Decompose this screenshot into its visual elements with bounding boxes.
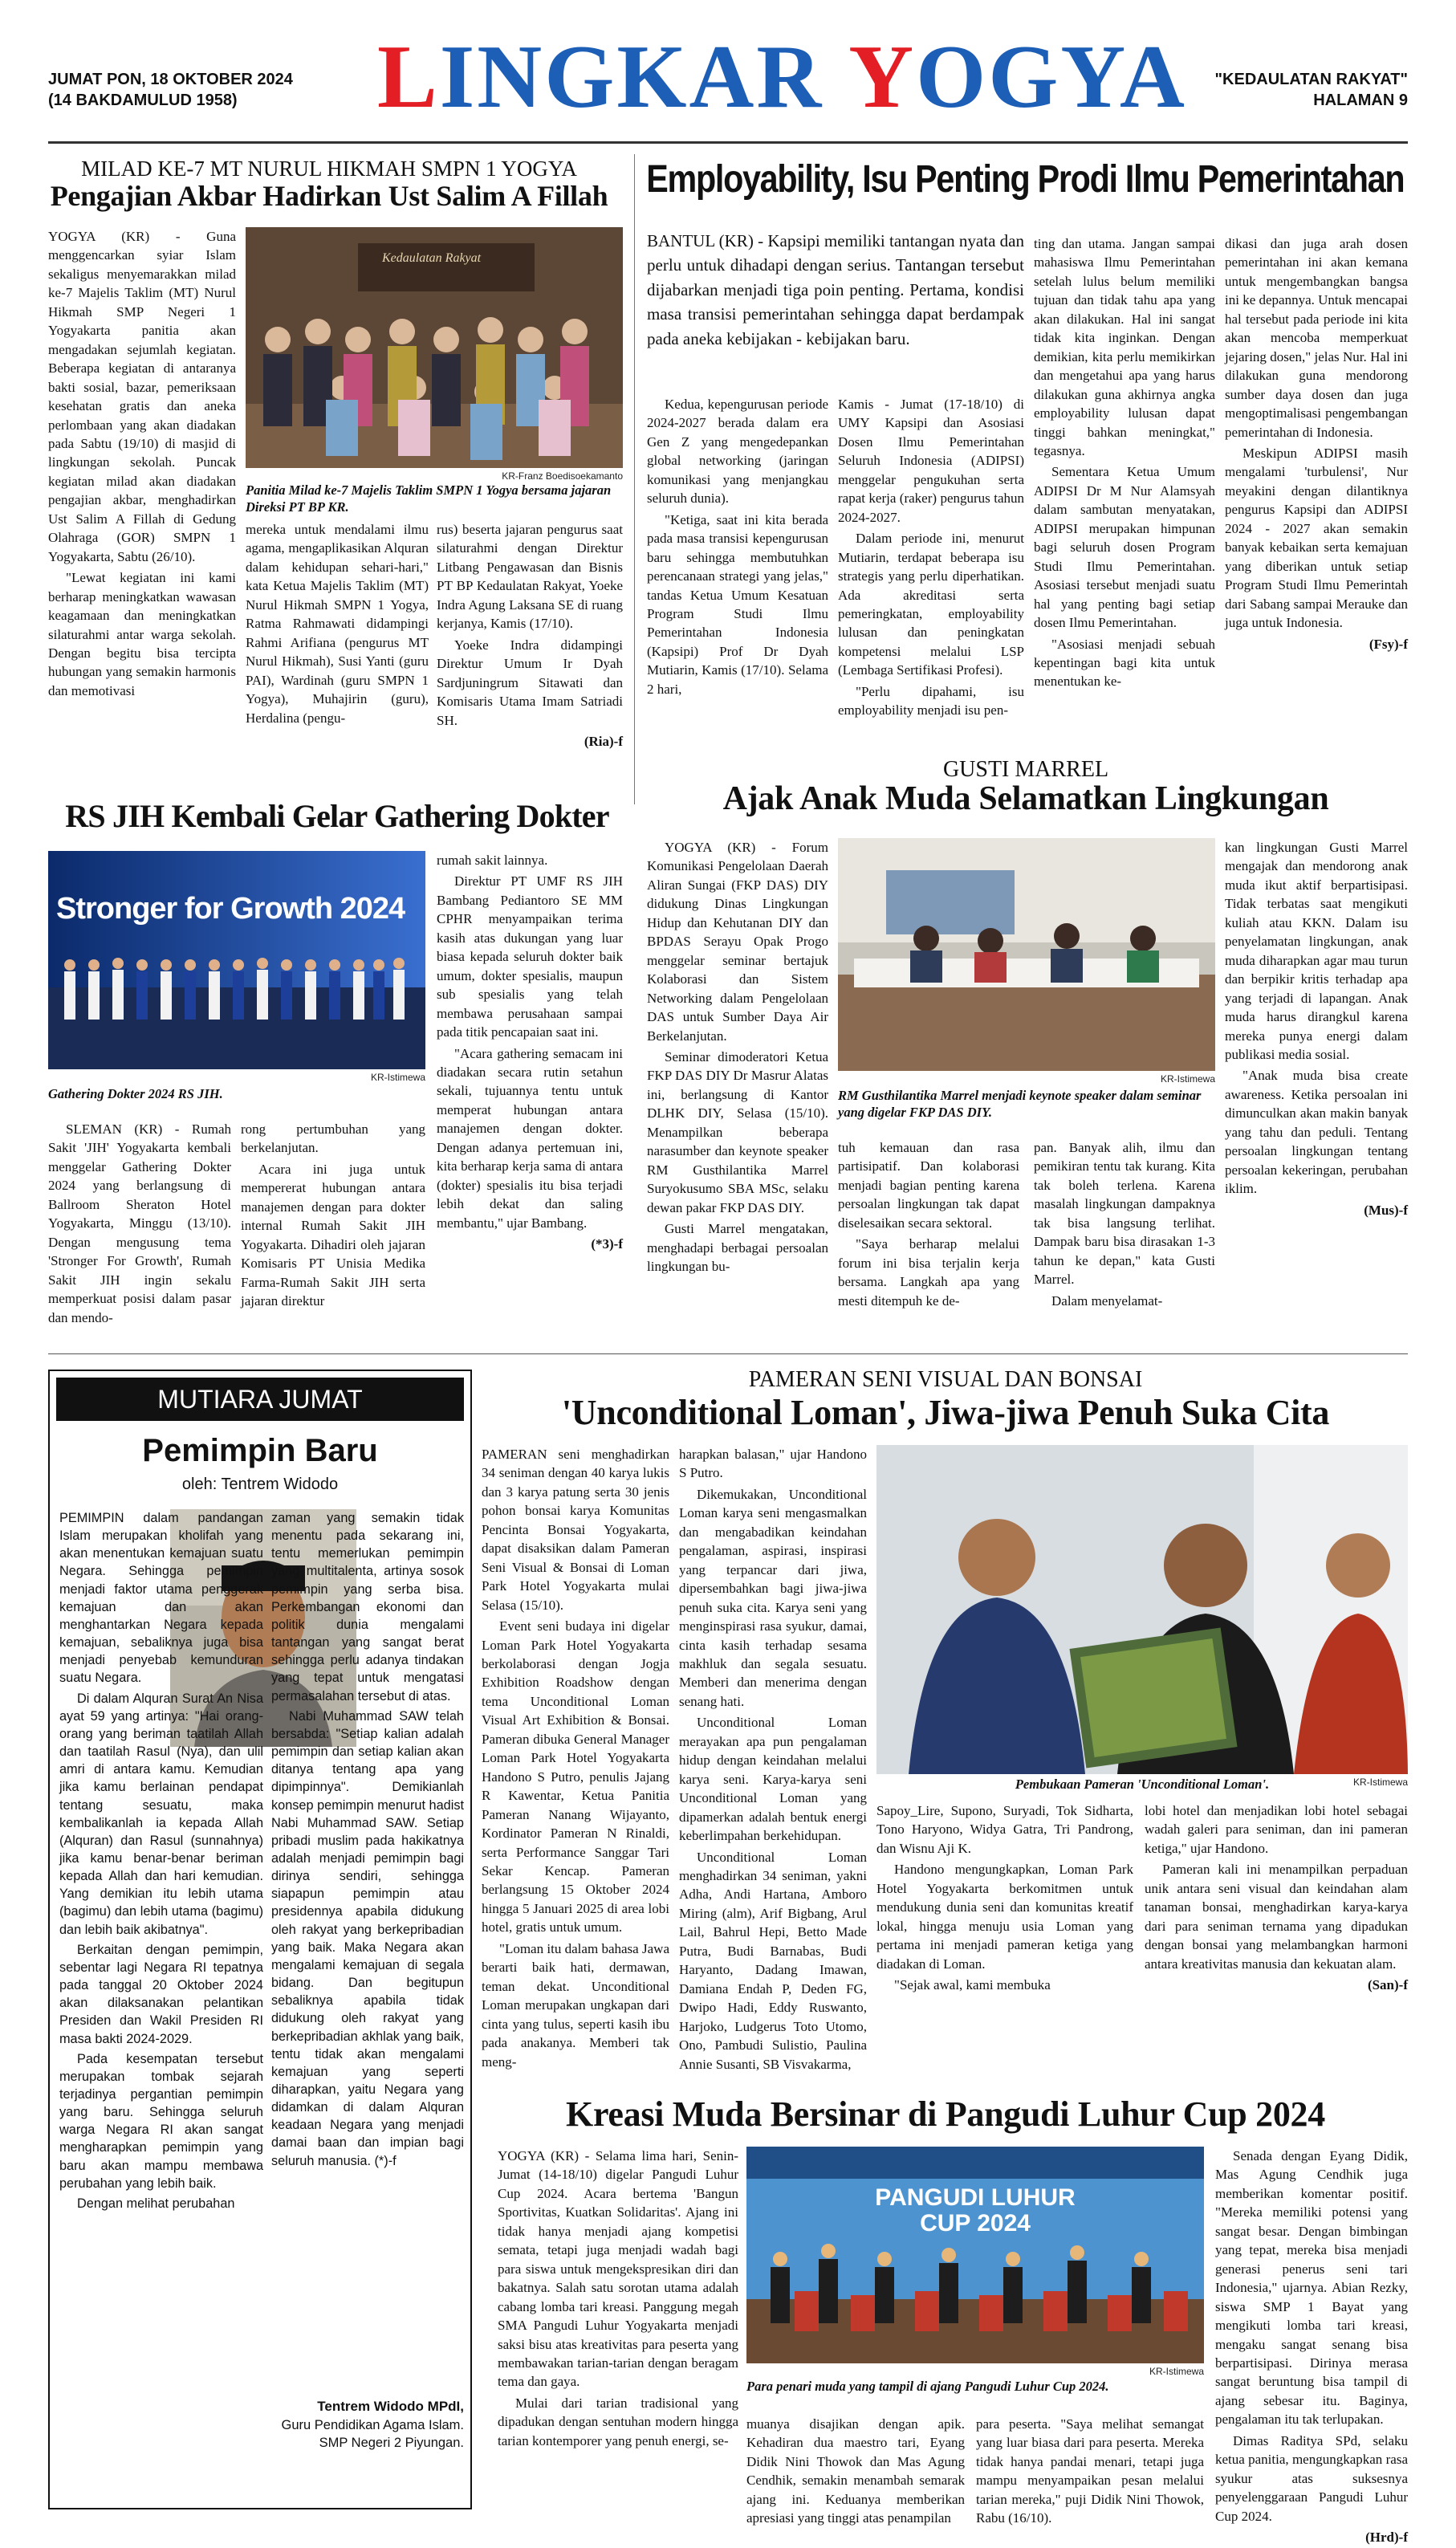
a3-photo-caption: Gathering Dokter 2024 RS JIH.: [48, 1086, 223, 1101]
newspaper-name: "KEDAULATAN RAKYAT": [1214, 71, 1408, 88]
a4-col4-p2: "Anak muda bisa create awareness. Ketika persoalan ini dimunculkan akan makin banyak yang tahu dan peduli. Tentang persoalan lingkungan tentang persoalan kekeringan, perubahan iklim.: [1225, 1068, 1408, 1197]
a5-left-p1: PEMIMPIN dalam pandangan Islam merupakan kholifah yang akan menentukan kemajuan suatu Negara. Sehingga pemimpin menjadi faktor utama penggerak kemajuan dan akan menghantarkan Negara kepada kemajuan, sebaliknya juga bisa menjadi penyebab kemunduran suatu Negara.: [59, 1511, 263, 1686]
a7-photo-credit: KR-Istimewa: [1149, 2366, 1204, 2377]
brand-letter: Y: [848, 27, 917, 127]
a6-col2: [679, 1445, 867, 2076]
section-rule: [48, 1353, 1408, 1354]
a6-col1-p1: PAMERAN seni menghadirkan 34 seniman dengan 40 karya lukis dan 3 karya patung serta 30 jenis pohon bonsai karya Komunitas Pencinta Bonsai Yogyakarta, dapat disaksikan dalam Pameran Seni Visual & Bonsai di Loman Park Hotel Yogyakarta mulai Selasa (15/10).: [482, 1447, 669, 1613]
a7-photo-banner: PANGUDI LUHUR CUP 2024: [875, 2184, 1076, 2237]
a6-photo-caption: Pembukaan Pameran 'Unconditional Loman'.: [1015, 1777, 1270, 1792]
masthead: [0, 0, 1456, 144]
a2-title: Employability, Isu Penting Prodi Ilmu Pemerintahan: [646, 158, 1405, 201]
a4-col3-p1: pan. Banyak alih, ilmu dan pemikiran tentu tak kurang. Kita tak boleh terlena. Karena masalah lingkungan dampaknya tak bisa langsung terlihat. Dampak baru bisa dirasakan 1-3 tahun ke depan," kata Gusti Marrel.: [1034, 1140, 1215, 1288]
a6-title: 'Unconditional Loman', Jiwa-jiwa Penuh Suka Cita: [561, 1393, 1330, 1432]
a4-col1-p1: YOGYA (KR) - Forum Komunikasi Pengelolaan Daerah Aliran Sungai (FKP DAS) DIY didukung Dinas Lingkungan Hidup dan Kehutanan DIY dan BPDAS Serayu Opak Progo menggelar seminar bertajuk Kolaborasi dan Sistem Networking dalam Pengelolaan DAS untuk Sumber Daya Air Berkelanjutan.: [647, 840, 828, 1044]
a5-title: Pemimpin Baru: [142, 1433, 378, 1468]
a3-col3-p2: Direktur PT UMF RS JIH Bambang Pediantoro SE MM CPHR menyampaikan terima kasih atas dukungan yang luar biasa kepada seluruh dokter baik umum, dokter spesialis, maupun sub spesialis yang telah membawa perusahaan sampai pada titik pencapaian saat ini.: [437, 873, 623, 1040]
a2-signature: (Fsy)-f: [1369, 636, 1408, 652]
a4-col2-p2: "Saya berharap melalui forum ini bisa terjalin kerja bersama. Langkah apa yang mesti ditempuh ke de-: [838, 1236, 1019, 1309]
a5-right-p2: Nabi Muhammad SAW telah bersabda: "Setiap kalian adalah pemimpin dan setiap kalian akan ditanya tentang apa yang dipimpinnya". Demikianlah konsep pemimpin menurut hadist Nabi Muhammad SAW. Setiap pribadi muslim pada hakikatnya adalah menjadi pemimpin bagi dirinya sendiri, sehingga siapapun pemimpin atau presidennya apabila didukung oleh rakyat yang berkepribadian yang baik. Maka Negara akan mengalami kemajuan di segala bidang. Dan begitupun sebaliknya apabila tidak didukung oleh rakyat yang berkepribadian akhlak yang baik, tentu tidak akan mengalami kemajuan yang seperti diharapkan, yaitu Negara yang didamkan di dalam Alquran keadaan Negara yang menjadi damai baan dan impian bagi seluruh manusia. (*)-f: [271, 1708, 464, 2168]
a7-col3-p1: para peserta. "Saya melihat semangat yang luar biasa dari para peserta. Mereka tidak hanya pandai menari, tetapi juga mampu menyampaikan pesan melalui tarian mereka," puji Didik Nini Thowok, Rabu (16/10).: [976, 2416, 1204, 2526]
masthead-rule: [48, 141, 1408, 144]
a7-photo-caption: Para penari muda yang tampil di ajang Pangudi Luhur Cup 2024.: [746, 2379, 1109, 2394]
brand-letter: A: [689, 27, 757, 127]
a3-col3-p3: "Acara gathering semacam ini diadakan secara rutin setahun sekali, tujuannya tentu untuk memperat hubungan antara manajemen dengan dokter. Dengan adanya pertemuan ini, kita berharap kerja sama di antara (dokter) spesialis itu bisa terjadi lebih dekat dan saling membantu," ujar Bambang.: [437, 1045, 623, 1231]
a3-photo-banner: Stronger for Growth 2024: [56, 892, 405, 926]
a1-col1-p2: "Lewat kegiatan ini kami berharap meningkatkan wawasan keagamaan dan meningkatkan silaturahmi antar warga sekolah. Dengan begitu bisa tercipta hubungan yang semakin harmonis dan memotivasi: [48, 570, 236, 698]
a6-col1-p2: Event seni budaya ini digelar Loman Park Hotel Yogyakarta berkolaborasi dengan Jogja Exhibition Roadshow dengan tema Unconditional Loman Visual Art Exhibition & Bonsai. Pameran dibuka General Manager Loman Park Hotel Yogyakarta Handono S Putro, penulis Jajang R Kawentar, Ketua Panitia Pameran Nanang Wijayanto, Kordinator Pameran N Rinaldi, serta Performance Sanggar Tari Sekar Kencap. Pameran berlangsung 15 Oktober 2024 hingga 5 Januari 2025 di area lobi hotel, gratis untuk umum.: [482, 1618, 669, 1935]
a1-col3-p1: rus) beserta jajaran pengurus saat silaturahmi dengan Direktur Litbang Pengawasan dan Bisnis PT BP Kedaulatan Rakyat, Yoeke Indra Agung Laksana SE di ruang kerjanya, Kamis (17/10).: [437, 522, 623, 632]
a4-col4: [1225, 838, 1408, 1222]
a7-col2: [746, 2415, 965, 2530]
a2-col2: [838, 395, 1024, 722]
brand-letter: R: [756, 27, 824, 127]
a4-signature: (Mus)-f: [1364, 1202, 1408, 1218]
a5-left-p2: Di dalam Alquran Surat An Nisa ayat 59 yang artinya: "Hai orang-orang yang beriman taatilah Allah dan taatilah Rasul (Nya), dan ulil amri di antara kamu. Kemudian jika kamu berlainan pendapat tentang sesuatu, maka kembalikanlah ia kepada Allah (Alquran) dan Rasul (sunnahnya) jika kamu benar-benar beriman kepada Allah dan hari kemudian. Yang demikian itu lebih utama (bagimu) dan lebih utama (bagimu) dan lebih baik akibatnya".: [59, 1691, 263, 1937]
a2-lead-text: BANTUL (KR) - Kapsipi memiliki tantangan nyata dan perlu untuk dihadapi dengan serius. Tantangan tersebut dijabarkan menjadi tiga poin penting. Pertama, kondisi masa transisi pemerintahan sehingga dapat berdampak pada aneka kebijakan - kebijakan baru.: [647, 231, 1024, 348]
a1-col1-p1: YOGYA (KR) - Guna menggencarkan syiar Islam sekaligus menyemarakkan milad ke-7 Majelis Taklim (MT) Nurul Hikmah SMP Negeri 1 Yogyakarta panitia akan mengadakan sejumlah kegiatan. Beberapa kegiatan di antaranya bakti sosial, bazar, pemeriksaan kesehatan gratis dan aneka perlombaan yang akan diadakan pada Sabtu (19/10) di masjid di lingkungan sekolah. Puncak kegiatan milad akan diadakan pengajian akbar, menghadirkan Ust Salim A Fillah di Gedung Olahraga (GOR) SMPN 1 Yogyakarta, Sabtu (26/10).: [48, 229, 236, 564]
edition-date: JUMAT PON, 18 OKTOBER 2024: [48, 71, 293, 88]
a6-col1: [482, 1445, 669, 2074]
a2-col4: [1225, 234, 1408, 656]
a2-col4-p2: Meskipun ADIPSI masih mengalami 'turbulensi', Nur meyakini dengan dilantiknya pengurus Kapsipi dan ADIPSI 2024 - 2027 akan semakin banyak kebaikan serta kemajuan yang diberikan untuk setiap Program Studi Ilmu Pemerintah dari Sabang sampai Merauke dan juga untuk Indonesia.: [1225, 445, 1408, 631]
a4-kicker: GUSTI MARREL: [942, 757, 1109, 782]
a3-title: RS JIH Kembali Gelar Gathering Dokter: [65, 798, 609, 834]
a7-col4-p2: Dimas Raditya SPd, selaku ketua panitia, mengungkapkan rasa syukur atas suksesnya penyelenggaraan Pangudi Luhur Cup 2024.: [1215, 2432, 1408, 2524]
a7-col1-p2: Mulai dari tarian tradisional yang dipadukan dengan sentuhan modern hingga tarian kontemporer yang penuh energi, se-: [498, 2395, 738, 2448]
exhibition-photo-image: [876, 1445, 1408, 1774]
a4-col3-p2: Dalam menyelamat-: [1051, 1292, 1163, 1309]
a5-left-p4: Pada kesempatan tersebut merupakan tombak sejarah terjadinya pergantian pemimpin yang baru. Sehingga seluruh warga Negara RI akan sangat mengharapkan pemimpin yang baru akan mampu membawa perubahan yang lebih baik.: [59, 2051, 263, 2191]
a2-col4-p1: dikasi dan juga arah dosen pemerintahan ini akan kemana untuk mengembangkan bangsa ini ke depannya. Untuk mencapai hal tersebut pada periode ini kita akan mencoba memperkuat jejaring dosen," jelas Nur. Hal ini dilakukan guna mendorong sumber daya dosen dan juga mengoptimalisasi pengembangan pemerintahan di Indonesia.: [1225, 236, 1409, 440]
a6-col2-p3: Unconditional Loman merayakan apa pun pengalaman hidup dengan keindahan melalui karya seni. Karya-karya seni Unconditional Loman yang dipamerkan adalah bentuk energi keberlimpahan berkehidupan.: [679, 1715, 867, 1844]
a1-col2-p1: mereka untuk mendalami ilmu agama, mengaplikasikan Alquran dalam kehidupan sehari-hari," kata Ketua Majelis Taklim (MT) Nurul Hikmah SMPN 1 Yogya, Ratma Rahmawati didampingi Rahmi Arifiana (pengurus MT Nurul Hikmah), Susi Yanti (guru PAI), Wardinah (guru SMPN 1 Yogya), Muhajirin (guru), Herdalina (pengu-: [246, 522, 429, 726]
brand-letter: N: [477, 27, 545, 127]
a6-col3-p1: Sapoy_Lire, Supono, Suryadi, Tok Sidharta, Tono Haryono, Widya Gatra, Tri Pandrong, dan Wisnu Aji K.: [876, 1803, 1133, 1856]
page-number: HALAMAN 9: [1313, 92, 1408, 109]
a1-photo-banner: Kedaulatan Rakyat: [382, 251, 482, 265]
a3-photo: [48, 851, 425, 1069]
brand-letter: O: [916, 27, 989, 127]
a4-col2: [838, 1138, 1019, 1313]
a7-col1-p1: YOGYA (KR) - Selama lima hari, Senin-Jumat (14-18/10) digelar Pangudi Luhur Cup 2024. Acara bertema 'Bangun Sportivitas, Kuatkan Solidaritas'. Ajang ini tidak hanya menjadi ajang kompetisi semata, tetapi juga menjadi wadah bagi para siswa untuk mengekspresikan diri dan bakatnya. Salah satu sorotan utama adalah cabang lomba tari kreasi. Panggung megah SMA Pangudi Luhur Yogyakarta menjadi saksi bisu atas kreativitas para peserta yang membawakan tarian-tarian dengan beragam tema dan gaya.: [498, 2148, 738, 2390]
hijri-date: (14 BAKDAMULUD 1958): [48, 92, 238, 109]
a7-col4-p1: Senada dengan Eyang Didik, Mas Agung Cendhik juga memberikan komentar positif. "Mereka memiliki potensi yang sangat besar. Dengan bimbingan yang tepat, mereka bisa menjadi generasi penerus seni tari Indonesia," ujarnya. Abian Rezky, siswa SMP 1 Bayat yang mengikuti lomba tari kreasi, mengaku sangat senang bisa berpartisipasi. Dirinya merasa sangat beruntung bisa tampil di ajang sebesar itu. Baginya, pengalaman itu tak terlupakan.: [1215, 2148, 1408, 2428]
a6-col2-p1: harapkan balasan," ujar Handono S Putro.: [679, 1447, 867, 1481]
a7-signature: (Hrd)-f: [1365, 2530, 1408, 2546]
a3-photo-credit: KR-Istimewa: [370, 1072, 425, 1083]
a6-col4-p1: lobi hotel dan menjadikan lobi hotel sebagai wadah galeri para seniman, dan ini pameran ketiga," ujar Handono.: [1145, 1803, 1408, 1856]
a3-col3: [437, 851, 623, 1256]
a5-right-p1: zaman yang semakin tidak menentu pada sekarang ini, tentu memerlukan pemimpin yang multitalenta, artinya sosok pemimpin yang serba bisa. Perkembangan ekonomi dan politik dunia mengalami tantangan yang sangat berat sehingga perlu adanya tindakan yang tepat untuk mengatasi permasalahan tersebut di atas.: [271, 1511, 464, 1703]
a6-kicker: PAMERAN SENI VISUAL DAN BONSAI: [748, 1367, 1143, 1392]
a1-col3-p2: Yoeke Indra didampingi Direktur Umum Ir Dyah Sardjuningrum Sitawati dan Komisaris Utama Imam Satriadi SH.: [437, 637, 623, 728]
brand-letter: I: [439, 27, 478, 127]
a6-photo: [876, 1445, 1408, 1774]
a7-col2-p1: muanya disajikan dengan apik. Kehadiran dua maestro tari, Eyang Didik Nini Thowok dan Mas Agung Cendhik, semakin menambah semarak ajang ini. Keduanya memberikan apresiasi yang tinggi atas penampilan: [746, 2416, 965, 2526]
a4-photo-credit: KR-Istimewa: [1160, 1073, 1215, 1085]
a4-photo: [838, 838, 1215, 1071]
a5-col-right: [271, 1509, 464, 2172]
a2-col2-p2: Dalam periode ini, menurut Mutiarin, terdapat beberapa isu strategis yang perlu diperhatikan. Ada akreditasi serta pemeringkatan, employability lulusan dan peningkatan kompetensi melalui LSP (Lembaga Sertifikasi Profesi).: [838, 531, 1024, 678]
a6-signature: (San)-f: [1367, 1977, 1408, 1993]
a6-col3: [876, 1801, 1133, 1997]
a5-author-role: Guru Pendidikan Agama Islam. SMP Negeri 2 Piyungan.: [281, 2418, 464, 2451]
a4-photo-caption: RM Gusthilantika Marrel menjadi keynote speaker dalam seminar yang digelar FKP DAS DIY.: [838, 1088, 1202, 1121]
a1-title: Pengajian Akbar Hadirkan Ust Salim A Fillah: [50, 180, 608, 212]
a5-col-left: [59, 1509, 263, 2215]
a4-col1-p3: Gusti Marrel mengatakan, menghadapi berbagai persoalan lingkungan bu-: [647, 1221, 828, 1274]
a3-col3-p1: rumah sakit lainnya.: [437, 853, 548, 868]
a1-photo-credit: KR-Franz Boedisoekamanto: [502, 470, 623, 482]
a3-col1-p1: SLEMAN (KR) - Rumah Sakit 'JIH' Yogyakarta kembali menggelar Gathering Dokter 2024 yang berlangsung di Ballroom Sheraton Hotel Yogyakarta, Minggu (13/10). Dengan mengusung tema 'Stronger For Growth', Rumah Sakit JIH ingin sekalu memperkuat posisi dalam pasar dan mendo-: [48, 1121, 231, 1325]
a1-photo-caption: Panitia Milad ke-7 Majelis Taklim SMPN 1 Yogya bersama jajaran Direksi PT BP KR.: [246, 482, 612, 515]
a4-title: Ajak Anak Muda Selamatkan Lingkungan: [722, 780, 1329, 817]
brand-logo: [377, 27, 1187, 127]
a6-col4-p2: Pameran kali ini menampilkan perpaduan unik antara seni visual dan keindahan alam tanaman bonsai, menghadirkan karya-karya dari para seniman ternama yang dipadukan dengan bonsai yang melambangkan harmoni antara kreativitas manusia dan kekuatan alam.: [1145, 1862, 1408, 1972]
a1-col1: [48, 227, 236, 702]
a3-signature: (*3)-f: [591, 1236, 623, 1252]
a2-col3: [1034, 234, 1215, 694]
divider: [634, 154, 635, 804]
brand-letter: A: [1119, 27, 1187, 127]
gathering-photo-image: [48, 851, 425, 1069]
dance-photo-image: [746, 2147, 1204, 2363]
a4-col3: [1034, 1138, 1215, 1313]
a1-col3: [437, 520, 623, 753]
a2-col3-p1: ting dan utama. Jangan sampai mahasiswa Ilmu Pemerintahan setelah lulus belum memiliki tujuan dan tidak tahu apa yang akan dilakukan. Hal ini sangat tidak kita inginkan. Dengan demikian, kita perlu memikirkan dan mengetahui apa yang harus dilakukan guna akhirnya angka employability lulusan dapat tinggi bahkan meningkat," tegasnya.: [1034, 236, 1215, 458]
a7-title: Kreasi Muda Bersinar di Pangudi Luhur Cup 2024: [566, 2094, 1325, 2134]
brand-letter: [824, 27, 848, 127]
a5-box-title: MUTIARA JUMAT: [56, 1378, 464, 1421]
a2-col1-p2: "Ketiga, saat ini kita berada pada masa transisi kepengurusan baru sehingga membutuhkan perencanaan strategi yang jelas," tandas Ketua Umum Kesatuan Program Studi Ilmu Pemerintahan Indonesia (Kapsipi) Prof Dr Dyah Mutiarin, Kamis (17/10). Selama 2 hari,: [647, 511, 828, 697]
a5-author: Tentrem Widodo MPdI,: [317, 2399, 464, 2414]
a6-col4: [1145, 1801, 1408, 1997]
a6-photo-credit: KR-Istimewa: [1352, 1777, 1408, 1788]
brand-letter: G: [988, 27, 1061, 127]
a4-col1-p2: Seminar dimoderatori Ketua FKP DAS DIY Dr Masrur Alatas ini, berlangsung di Kantor DLHK DIY, Selasa (15/10). Menampilkan beberapa narasumber dan keynote speaker RM Gusthilantika Marrel Suryokusumo SBA MSc, selaku dewan pakar FKP DAS DIY.: [647, 1048, 828, 1215]
a7-photo: [746, 2147, 1204, 2363]
a6-col2-p4: Unconditional Loman menghadirkan 34 seniman, yakni Adha, Andi Hartana, Amboro Miring (alm), Arif Bigbang, Arul Lail, Bahrul Hepi, Betto Made Putra, Budi Barnabas, Budi Haryanto, Dadang Imawan, Damiana Endah P, Deden FG, Dwipo Hadi, Eddy Ruswanto, Harjoko, Ludgerus Toto Utomo, Ono, Pambudi Sulistio, Paulina Annie Susanti, SB Visvakarma,: [679, 1849, 867, 2072]
brand-letter: L: [377, 27, 440, 127]
a6-col2-p2: Dikemukakan, Unconditional Loman karya seni mengasmalkan dan mengabadikan keindahan pengalaman, aspirasi, inspirasi yang terpancar dari jiwa, dipersembahkan bagi jiwa-jiwa penuh suka cita. Karya seni yang menginspirasi rasa syukur, damai, cinta kasih terhadap sesama makhluk dan segala sesuatu. Memberi dan menerima dengan senang hati.: [679, 1486, 867, 1709]
a2-col3-p3: "Asosiasi menjadi sebuah kepentingan bagi kita untuk menentukan ke-: [1034, 636, 1215, 690]
a6-col3-p2: Handono mengungkapkan, Loman Park Hotel Yogyakarta berkomitmen untuk mendukung dunia seni dan komunitas kreatif lokal, hingga menuju usia Loman yang pertama ini menjadi pameran ketiga yang diadakan di Loman.: [876, 1862, 1133, 1972]
a7-col4: [1215, 2147, 1408, 2548]
a2-col1: [647, 395, 828, 701]
a1-signature: (Ria)-f: [584, 733, 623, 749]
a1-kicker: MILAD KE-7 MT NURUL HIKMAH SMPN 1 YOGYA: [81, 157, 577, 181]
a2-col2-p1: Kamis - Jumat (17-18/10) di UMY Kapsipi dan Asosiasi Dosen Ilmu Pemerintahan Seluruh Indonesia (ADIPSI) menggelar pengukuhan serta rapat kerja (raker) pengurus tahun 2024-2027.: [838, 397, 1024, 525]
a2-col2-p3: "Perlu dipahami, isu employability menjadi isu pen-: [838, 683, 1024, 718]
a5-left-p5: Dengan melihat perubahan: [77, 2196, 235, 2211]
brand-letter: Y: [1060, 27, 1120, 127]
a4-col1: [647, 838, 828, 1278]
a1-col2: [246, 520, 429, 730]
a7-col3: [976, 2415, 1204, 2530]
seminar-photo-image: [838, 838, 1215, 1071]
a4-col4-p1: kan lingkungan Gusti Marrel mengajak dan mendorong anak muda ikut aktif berpartisipasi. Tidak terbatas saat mengikuti kuliah atau KKN. Dalam isu penyelamatan lingkungan, anak muda diharapkan agar mau turun dan berpikir kritis terhadap apa yang terjadi di lapangan. Anak muda harus dirangkul karena mereka punya energi dalam publikasi media sosial.: [1225, 840, 1408, 1062]
brand-letter: G: [544, 27, 617, 127]
brand-letter: K: [616, 27, 689, 127]
a6-col3-p3: "Sejak awal, kami membuka: [894, 1977, 1051, 1993]
a2-col1-p1: Kedua, kepengurusan periode 2024-2027 berada dalam era Gen Z yang mengedepankan global networking (jaringan komunikasi yang menjangkau seluruh dunia).: [647, 397, 828, 507]
a3-col2: [241, 1120, 425, 1313]
a2-lead: [647, 229, 1024, 351]
a6-col1-p3: "Loman itu dalam bahasa Jawa berarti baik hati, dermawan, teman dekat. Unconditional Loman merupakan ungkapan dari cinta yang tulus, seperti kasih ibu pada anakanya. Memberi tak meng-: [482, 1940, 669, 2070]
a7-col1: [498, 2147, 738, 2452]
a3-col2-p2: Acara ini juga untuk mempererat hubungan antara manajemen dengan para dokter internal Rumah Sakit JIH Yogyakarta. Dihadiri oleh jajaran Komisaris PT Unisia Medika Farma-Rumah Sakit JIH serta jajaran direktur: [241, 1161, 425, 1309]
a4-col2-p1: tuh kemauan dan rasa partisipatif. Dan kolaborasi menjadi bagian penting karena persoalan lingkungan tak dapat diselesaikan secara sektoral.: [838, 1140, 1019, 1231]
a2-col3-p2: Sementara Ketua Umum ADIPSI Dr M Nur Alamsyah dalam sambutan menyatakan, ADIPSI merupakan himpunan bagi seluruh dosen Program Studi Ilmu Pemerintahan. Asosiasi tersebut menjadi suatu hal yang penting bagi setiap dosen Ilmu Pemerintahan.: [1034, 464, 1215, 631]
a1-photo: [246, 227, 623, 468]
a3-col2-p1: rong pertumbuhan yang berkelanjutan.: [241, 1121, 425, 1156]
a5-byline: oleh: Tentrem Widodo: [181, 1475, 339, 1493]
a3-col1: [48, 1120, 231, 1329]
a5-left-p3: Berkaitan dengan pemimpin, sebentar lagi Negara RI tepatnya pada tanggal 20 Oktober 2024 akan dilaksanakan pelantikan Presiden dan Wakil Presiden RI masa bakti 2024-2029.: [59, 1942, 263, 2046]
